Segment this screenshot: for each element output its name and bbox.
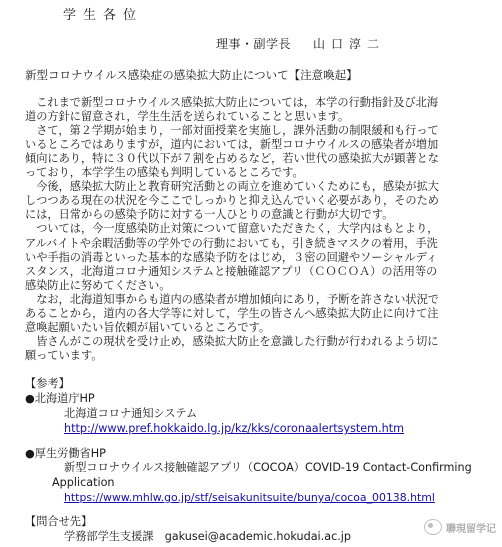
body-line: いるところではありますが，道内においては，新型コロナウイルスの感染者が増加 <box>25 138 439 152</box>
addressee: 学生各位 <box>63 8 144 23</box>
body-line: あることから，道内の各大学等に対して，学生の皆さんへ感染拡大防止に向けて注 <box>25 306 439 320</box>
reference-2-title-line2: Application <box>52 476 115 489</box>
sender-name: 山口淳二 <box>313 37 386 51</box>
contact-line: 学務部学生支援課 gakusei@academic.hokudai.ac.jp <box>64 530 351 543</box>
body-line: 意喚起願いたい旨依頼が届いているところです。 <box>25 320 271 334</box>
body-line: っており，本学学生の感染も判明しているところです。 <box>25 166 304 180</box>
reference-1-title: 北海道コロナ通知システム <box>64 407 198 420</box>
reference-1-link[interactable]: http://www.pref.hokkaido.lg.jp/kz/kks/coronaalertsystem.htm <box>64 422 405 435</box>
reference-2-title-line1: 新型コロナウイルス接触確認アプリ（COCOA）COVID-19 Contact-Confirming <box>64 461 472 474</box>
reference-2-link[interactable]: https://www.mhlw.go.jp/stf/seisakunitsuite/bunya/cocoa_00138.html <box>64 491 435 504</box>
contact-heading: 【問合せ先】 <box>25 515 93 528</box>
sender-title: 理事・副学長 <box>216 37 292 51</box>
watermark-text: 聯現留学记 <box>446 523 496 535</box>
body-line: 今後，感染拡大防止と教育研究活動との両立を進めていくためにも，感染が拡大 <box>25 180 439 194</box>
sender <box>216 37 385 52</box>
body-line: 願っています。 <box>25 348 103 362</box>
body-line: これまで新型コロナウイルス感染拡大防止については，本学の行動指針及び北海 <box>25 96 439 109</box>
body-line: には，日常からの感染予防に対する一人ひとりの意識と行動が大切です。 <box>25 208 394 222</box>
body-line: 感染防止に努めてください。 <box>25 278 171 292</box>
body-line: さて，第２学期が始まり，一部対面授業を実施し，課外活動の制限緩和も行って <box>25 124 439 138</box>
reference-2-org: ●厚生労働省HP <box>25 447 106 460</box>
body-line: 傾向にあり，特に３０代以下が７割を占めるなど，若い世代の感染拡大が顕著とな <box>25 152 439 166</box>
body-line: 皆さんがこの現状を受け止め，感染拡大防止を意識した行動が行われるよう切に <box>25 334 439 348</box>
body-line: アルバイトや余暇活動等の学外での行動においても，引き続きマスクの着用，手洗 <box>25 236 438 250</box>
watermark-logo <box>424 519 496 535</box>
reference-heading: 【参考】 <box>25 377 70 390</box>
body-line: なお，北海道知事からも道内の感染者が増加傾向にあり，予断を許さない状況で <box>25 292 439 306</box>
body-line: しつつある現在の状況を今ここでしっかりと抑え込んでいく必要があり，そのため <box>25 194 439 208</box>
reference-1-org: ●北海道庁HP <box>25 392 95 405</box>
body-line: 道の方針に留意され，学生生活を送られていることと思います。 <box>25 110 350 124</box>
body-line: いや手指の消毒といった基本的な感染予防をはじめ，３密の回避やソーシャルディ <box>25 250 438 264</box>
body-line: ついては，今一度感染防止対策について留意いただきたく，大学内はもとより， <box>25 222 439 236</box>
body-line: スタンス，北海道コロナ通知システムと接触確認アプリ（ＣＯＣＯＡ）の活用等の <box>25 264 438 278</box>
wechat-icon <box>424 519 442 535</box>
subject: 新型コロナウイルス感染症の感染拡大防止について【注意喚起】 <box>25 68 358 82</box>
